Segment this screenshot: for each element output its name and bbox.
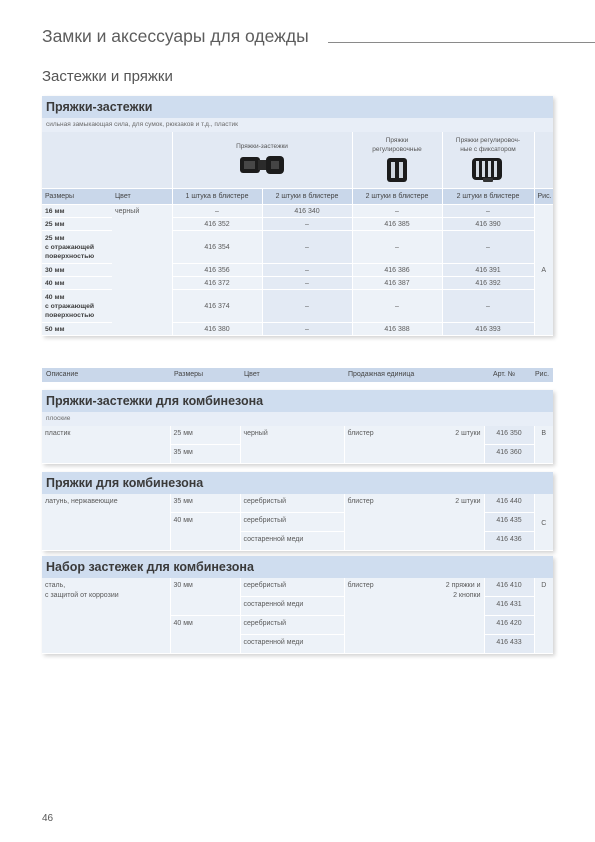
unit-cell: блистер xyxy=(344,494,412,551)
qty-cell: 2 штуки xyxy=(412,494,484,551)
figure-cell: D xyxy=(534,578,553,654)
column-header-bar xyxy=(42,368,553,382)
col-header-color: Цвет xyxy=(244,371,260,378)
col-header-description: Описание xyxy=(46,371,79,378)
size-cell: 16 мм xyxy=(42,205,112,218)
figure-cell: A xyxy=(534,205,553,336)
size-cell: 40 мм xyxy=(42,277,112,290)
art-cell: 416 388 xyxy=(352,323,442,336)
size-cell: 40 мм xyxy=(170,616,240,654)
image-caption: Пряжки-застежки xyxy=(236,143,288,150)
art-cell: – xyxy=(442,205,534,218)
art-cell: 416 356 xyxy=(172,264,262,277)
size-cell: 25 мм xyxy=(170,426,240,445)
color-cell: черный xyxy=(112,205,172,336)
col-header: 2 штуки в блистере xyxy=(442,189,534,205)
slider-icon xyxy=(386,157,408,183)
col-header-art: Арт. № xyxy=(493,371,516,378)
size-cell: 35 мм xyxy=(170,445,240,464)
art-cell: 416 387 xyxy=(352,277,442,290)
art-cell: – xyxy=(262,231,352,264)
panel-buckles xyxy=(42,96,553,336)
image-caption: Пряжки регулировочные xyxy=(372,136,422,153)
size-cell: 40 мм xyxy=(170,513,240,551)
art-cell: 416 392 xyxy=(442,277,534,290)
panel-overall-fastener-set xyxy=(42,556,553,654)
slider-lock-icon xyxy=(470,157,506,183)
color-cell: состаренной меди xyxy=(240,635,344,654)
figure-cell: B xyxy=(534,426,553,464)
col-header: Цвет xyxy=(112,189,172,205)
buckles-table xyxy=(42,132,553,336)
art-cell: 416 420 xyxy=(484,616,534,635)
art-cell: 416 350 xyxy=(484,426,534,445)
art-cell: 416 340 xyxy=(262,205,352,218)
panel-overall-fasteners xyxy=(42,390,553,464)
image-caption: Пряжки регулировоч- ные с фиксатором xyxy=(455,136,521,153)
art-cell: – xyxy=(352,231,442,264)
description-cell: латунь, нержавеющие xyxy=(42,494,170,551)
panel-title: Набор застежек для комбинезона xyxy=(42,556,553,578)
col-header: 2 штуки в блистере xyxy=(262,189,352,205)
art-cell: 416 372 xyxy=(172,277,262,290)
col-header: 2 штуки в блистере xyxy=(352,189,442,205)
table-row xyxy=(42,494,553,513)
art-cell: – xyxy=(262,264,352,277)
table-header xyxy=(42,189,553,205)
description-cell: сталь, с защитой от коррозии xyxy=(42,578,170,654)
unit-cell: блистер xyxy=(344,426,412,464)
art-cell: 416 354 xyxy=(172,231,262,264)
size-cell: 25 мм с отражающей поверхностью xyxy=(42,231,112,264)
color-cell: серебристый xyxy=(240,494,344,513)
product-image-slider xyxy=(352,132,442,189)
art-cell: 416 374 xyxy=(172,290,262,323)
description-cell: пластик xyxy=(42,426,170,464)
table-row xyxy=(42,578,553,597)
buckle-icon xyxy=(238,154,286,176)
page-number: 46 xyxy=(42,813,54,824)
overall-fasteners-table xyxy=(42,426,553,464)
size-cell: 40 мм с отражающей поверхностью xyxy=(42,290,112,323)
art-cell: – xyxy=(352,290,442,323)
art-cell: 416 380 xyxy=(172,323,262,336)
table-row xyxy=(42,205,553,218)
art-cell: 416 433 xyxy=(484,635,534,654)
art-cell: 416 440 xyxy=(484,494,534,513)
color-cell: черный xyxy=(240,426,344,464)
col-header: Размеры xyxy=(42,189,112,205)
panel-overall-buckles xyxy=(42,472,553,551)
panel-title: Пряжки для комбинезона xyxy=(42,472,553,494)
col-header-unit: Продажная единица xyxy=(348,371,415,378)
art-cell: – xyxy=(262,290,352,323)
panel-title: Пряжки-застежки xyxy=(42,96,553,118)
color-cell: состаренной меди xyxy=(240,597,344,616)
qty-cell: 2 штуки xyxy=(412,426,484,464)
art-cell: 416 410 xyxy=(484,578,534,597)
col-header-sizes: Размеры xyxy=(174,371,204,378)
color-cell: состаренной меди xyxy=(240,532,344,551)
col-header: 1 штука в блистере xyxy=(172,189,262,205)
panel-title: Пряжки-застежки для комбинезона xyxy=(42,390,553,412)
page-header xyxy=(42,24,595,48)
art-cell: 416 360 xyxy=(484,445,534,464)
col-header: Рис. xyxy=(534,189,553,205)
art-cell: 416 386 xyxy=(352,264,442,277)
overall-buckles-table xyxy=(42,494,553,551)
unit-cell: блистер xyxy=(344,578,412,654)
art-cell: – xyxy=(262,277,352,290)
art-cell: 416 436 xyxy=(484,532,534,551)
size-cell: 25 мм xyxy=(42,218,112,231)
color-cell: серебристый xyxy=(240,578,344,597)
art-cell: – xyxy=(442,231,534,264)
art-cell: 416 390 xyxy=(442,218,534,231)
header-rule xyxy=(328,42,595,43)
art-cell: – xyxy=(172,205,262,218)
art-cell: 416 391 xyxy=(442,264,534,277)
art-cell: 416 431 xyxy=(484,597,534,616)
product-image-slider-lock xyxy=(442,132,534,189)
col-header-fig: Рис. xyxy=(535,371,550,378)
image-row xyxy=(42,132,553,189)
size-cell: 35 мм xyxy=(170,494,240,513)
art-cell: 416 385 xyxy=(352,218,442,231)
section-title: Застежки и пряжки xyxy=(42,68,173,85)
panel-subtitle: плоские xyxy=(42,412,553,426)
art-cell: – xyxy=(262,218,352,231)
art-cell: – xyxy=(442,290,534,323)
overall-fastener-set-table xyxy=(42,578,553,654)
size-cell: 30 мм xyxy=(42,264,112,277)
figure-cell: C xyxy=(534,494,553,551)
art-cell: 416 352 xyxy=(172,218,262,231)
product-image-buckle xyxy=(172,132,352,189)
size-cell: 30 мм xyxy=(170,578,240,616)
color-cell: серебристый xyxy=(240,513,344,532)
table-row xyxy=(42,426,553,445)
size-cell: 50 мм xyxy=(42,323,112,336)
page-title: Замки и аксессуары для одежды xyxy=(42,26,309,46)
qty-cell: 2 пряжки и 2 кнопки xyxy=(412,578,484,654)
art-cell: 416 393 xyxy=(442,323,534,336)
color-cell: серебристый xyxy=(240,616,344,635)
art-cell: – xyxy=(352,205,442,218)
art-cell: – xyxy=(262,323,352,336)
art-cell: 416 435 xyxy=(484,513,534,532)
panel-subtitle: сильная замыкающая сила, для сумок, рюкзаков и т.д., пластик xyxy=(42,118,553,132)
